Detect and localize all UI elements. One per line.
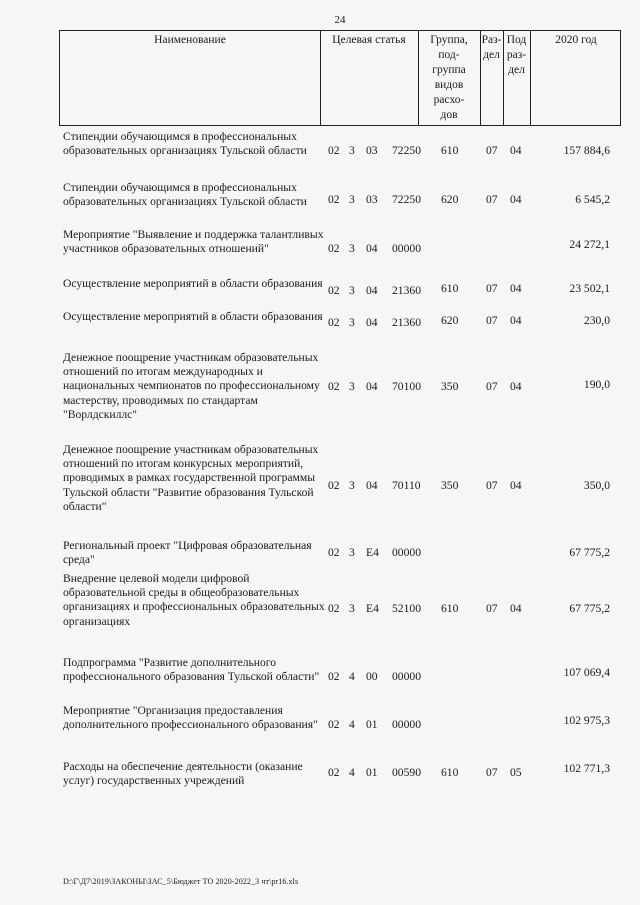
expense-group: 610 (441, 766, 459, 779)
header-subsection-line: раз- (506, 49, 527, 61)
expense-group: 350 (441, 479, 459, 492)
target-code-direction: 72250 (392, 144, 421, 157)
target-code-event: 04 (366, 284, 378, 297)
row-name: Внедрение целевой модели цифровой образовательной среды в общеобразовательных организациях и профессиональных образовательных организациях (63, 572, 325, 628)
amount-2020: 230,0 (583, 314, 610, 327)
header-group-line: Группа, (430, 34, 468, 46)
target-code-program: 02 (328, 316, 340, 329)
target-code-subprogram: 4 (349, 718, 355, 731)
target-code-direction: 00000 (392, 546, 421, 559)
row-name: Стипендии обучающимся в профессиональных образовательных организациях Тульской области (63, 130, 307, 158)
amount-2020: 107 069,4 (563, 666, 610, 679)
target-code-direction: 21360 (392, 316, 421, 329)
subsection-code: 04 (510, 282, 522, 295)
row-name: Мероприятие "Выявление и поддержка талантливых участников образовательных отношений" (63, 228, 324, 256)
header-group-line: видов (434, 79, 464, 91)
header-group-line: расхо- (433, 94, 465, 106)
row-name: Расходы на обеспечение деятельности (оказание услуг) государственных учреждений (63, 760, 303, 788)
expense-group: 350 (441, 380, 459, 393)
amount-2020: 350,0 (583, 479, 610, 492)
target-code-program: 02 (328, 602, 340, 615)
target-code-event: 04 (366, 380, 378, 393)
expense-group: 610 (441, 602, 459, 615)
target-code-subprogram: 3 (349, 144, 355, 157)
target-code-program: 02 (328, 670, 340, 683)
page-number: 24 (334, 14, 346, 26)
subsection-code: 04 (510, 380, 522, 393)
target-code-program: 02 (328, 242, 340, 255)
subsection-code: 04 (510, 144, 522, 157)
target-code-subprogram: 3 (349, 380, 355, 393)
row-name: Мероприятие "Организация предоставления дополнительного профессионального образования" (63, 704, 318, 732)
amount-2020: 6 545,2 (575, 193, 610, 206)
subsection-code: 04 (510, 602, 522, 615)
target-code-subprogram: 4 (349, 670, 355, 683)
row-name: Подпрограмма "Развитие дополнительного профессионального образования Тульской области" (63, 656, 320, 684)
target-code-program: 02 (328, 284, 340, 297)
section-code: 07 (486, 602, 498, 615)
target-code-direction: 72250 (392, 193, 421, 206)
header-section-line: дел (483, 49, 500, 61)
target-code-program: 02 (328, 193, 340, 206)
header-subsection (503, 33, 530, 78)
target-code-program: 02 (328, 479, 340, 492)
target-code-program: 02 (328, 144, 340, 157)
row-name: Региональный проект "Цифровая образовательная среда" (63, 539, 312, 567)
expense-group: 620 (441, 193, 459, 206)
header-subsection-line: Под (506, 34, 527, 46)
header-name: Наименование (154, 34, 226, 46)
row-name: Осуществление мероприятий в области образования (63, 310, 323, 323)
header-section-line: Раз- (481, 34, 502, 46)
header-subsection-line: дел (508, 64, 525, 76)
target-code-event: 04 (366, 242, 378, 255)
target-code-program: 02 (328, 546, 340, 559)
target-code-direction: 00000 (392, 242, 421, 255)
section-code: 07 (486, 479, 498, 492)
target-code-direction: 70100 (392, 380, 421, 393)
target-code-direction: 00590 (392, 766, 421, 779)
expense-group: 620 (441, 314, 459, 327)
header-section (480, 33, 503, 63)
target-code-program: 02 (328, 380, 340, 393)
amount-2020: 157 884,6 (563, 144, 610, 157)
subsection-code: 04 (510, 314, 522, 327)
amount-2020: 102 771,3 (563, 762, 610, 775)
row-name: Денежное поощрение участникам образовательных отношений по итогам международных и национальных чемпионатов по профессиональному мастерству, проводимых по стандартам "Ворлдскиллс" (63, 351, 320, 421)
target-code-direction: 21360 (392, 284, 421, 297)
target-code-subprogram: 3 (349, 479, 355, 492)
target-code-subprogram: 3 (349, 193, 355, 206)
target-code-event: 04 (366, 479, 378, 492)
amount-2020: 67 775,2 (569, 602, 610, 615)
target-code-direction: 00000 (392, 718, 421, 731)
amount-2020: 23 502,1 (569, 282, 610, 295)
section-code: 07 (486, 282, 498, 295)
target-code-event: Е4 (366, 546, 379, 559)
row-name: Осуществление мероприятий в области образования (63, 277, 323, 290)
target-code-event: 01 (366, 766, 378, 779)
section-code: 07 (486, 766, 498, 779)
target-code-program: 02 (328, 766, 340, 779)
target-code-event: 03 (366, 144, 378, 157)
header-group (418, 33, 480, 123)
section-code: 07 (486, 144, 498, 157)
subsection-code: 05 (510, 766, 522, 779)
section-code: 07 (486, 380, 498, 393)
row-name: Денежное поощрение участникам образовательных отношений по итогам конкурсных мероприятий, проводимых в рамках государственной программы Тульской области "Развитие образования Тульской области" (63, 443, 319, 513)
target-code-event: 04 (366, 316, 378, 329)
expense-group: 610 (441, 144, 459, 157)
target-code-subprogram: 3 (349, 316, 355, 329)
target-code-subprogram: 4 (349, 766, 355, 779)
target-code-direction: 00000 (392, 670, 421, 683)
target-code-event: Е4 (366, 602, 379, 615)
target-code-program: 02 (328, 718, 340, 731)
amount-2020: 67 775,2 (569, 546, 610, 559)
table-header (59, 30, 621, 126)
target-code-direction: 70110 (392, 479, 421, 492)
target-code-event: 03 (366, 193, 378, 206)
target-code-direction: 52100 (392, 602, 421, 615)
file-path-footer: D:\Г\Д7\2019\ЗАКОНЫ\ЗАС_5\Бюджет ТО 2020-2022_3 чт\pr16.xls (63, 877, 299, 886)
subsection-code: 04 (510, 479, 522, 492)
header-target-article: Целевая статья (332, 34, 406, 46)
section-code: 07 (486, 314, 498, 327)
amount-2020: 102 975,3 (563, 714, 610, 727)
row-name: Стипендии обучающимся в профессиональных образовательных организациях Тульской области (63, 181, 307, 209)
header-year: 2020 год (555, 34, 597, 46)
target-code-subprogram: 3 (349, 546, 355, 559)
subsection-code: 04 (510, 193, 522, 206)
target-code-event: 00 (366, 670, 378, 683)
header-group-line: под- (438, 49, 460, 61)
amount-2020: 190,0 (583, 378, 610, 391)
target-code-event: 01 (366, 718, 378, 731)
expense-group: 610 (441, 282, 459, 295)
target-code-subprogram: 3 (349, 242, 355, 255)
header-group-line: группа (432, 64, 466, 76)
section-code: 07 (486, 193, 498, 206)
target-code-subprogram: 3 (349, 602, 355, 615)
target-code-subprogram: 3 (349, 284, 355, 297)
header-group-line: дов (440, 109, 458, 121)
amount-2020: 24 272,1 (569, 238, 610, 251)
